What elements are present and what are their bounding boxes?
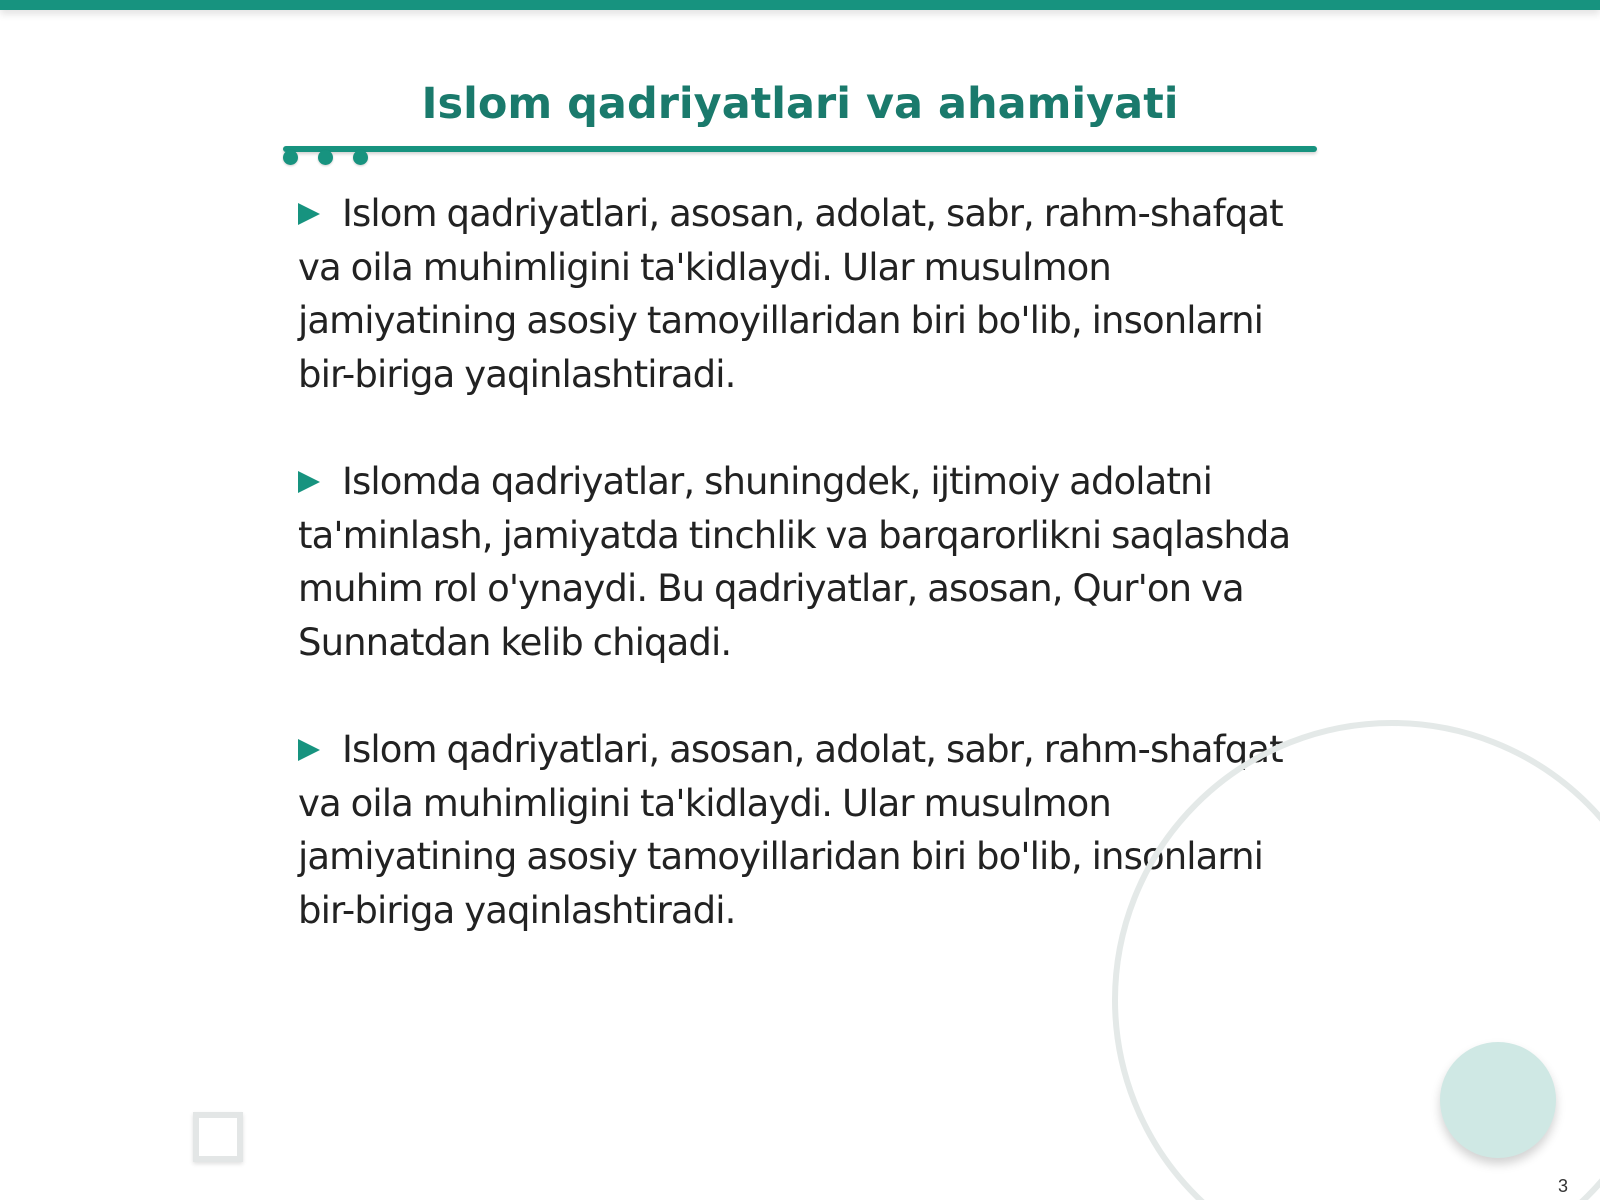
bullet-text: Islomda qadriyatlar, shuningdek, ijtimoiy adolatni ta'minlash, jamiyatda tinchlik va barqarorlikni saqlashda muhim rol o'ynaydi. Bu qadriyatlar, asosan, Qur'on va Sunnatdan kelib chiqadi. (298, 460, 1291, 664)
bullet-item (298, 187, 1308, 401)
triangle-right-icon (298, 471, 320, 493)
bullet-text: Islom qadriyatlari, asosan, adolat, sabr, rahm-shafqat va oila muhimligini ta'kidlaydi. Ular musulmon jamiyatining asosiy tamoyillaridan biri bo'lib, insonlarni bir-biriga yaqinlashtiradi. (298, 192, 1283, 396)
decorative-square (193, 1112, 243, 1162)
title-underline (283, 146, 1317, 152)
decorative-circle (1440, 1042, 1556, 1158)
underline-dot (283, 150, 298, 165)
underline-dot (318, 150, 333, 165)
triangle-right-icon (298, 203, 320, 225)
slide-title: Islom qadriyatlari va ahamiyati (421, 79, 1179, 129)
triangle-right-icon (298, 739, 320, 761)
top-accent-band (0, 0, 1600, 10)
page-number: 3 (1557, 1176, 1568, 1196)
underline-dot (353, 150, 368, 165)
bullet-item (298, 455, 1308, 669)
bullet-text: Islom qadriyatlari, asosan, adolat, sabr, rahm-shafqat va oila muhimligini ta'kidlaydi. Ular musulmon jamiyatining asosiy tamoyillaridan biri bo'lib, insonlarni bir-biriga yaqinlashtiradi. (298, 728, 1283, 932)
